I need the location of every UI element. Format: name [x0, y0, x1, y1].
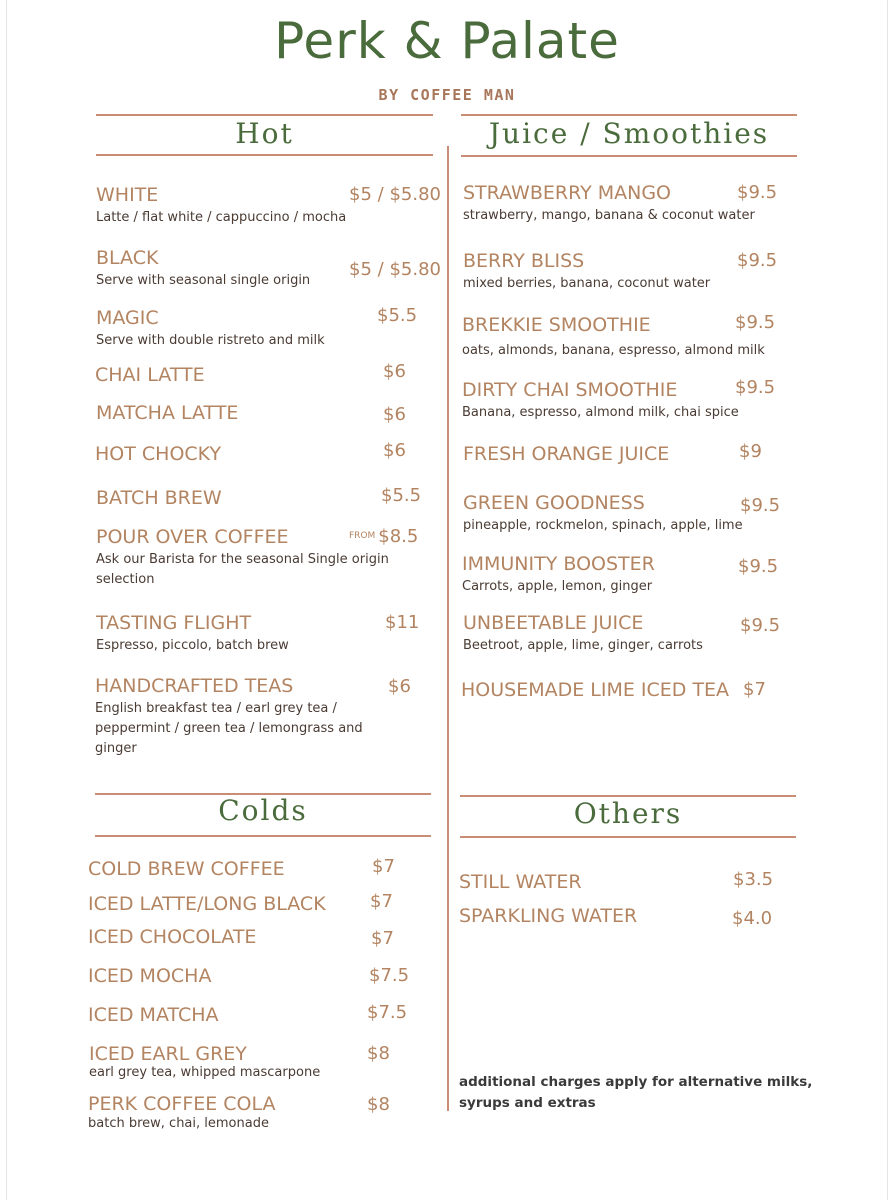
item-desc: earl grey tea, whipped mascarpone	[89, 1065, 321, 1080]
item-name: HOT CHOCKY	[95, 443, 222, 465]
menu-item	[462, 314, 782, 361]
item-name: HANDCRAFTED TEAS	[95, 675, 294, 697]
item-price: $8	[367, 1094, 390, 1115]
item-name: GREEN GOODNESS	[463, 492, 645, 514]
item-price: $9.5	[740, 495, 781, 516]
item-name: WHITE	[96, 184, 159, 206]
divider	[96, 154, 433, 156]
item-price: $9.5	[737, 182, 778, 203]
item-desc: Ask our Barista for the seasonal Single origin selection	[96, 552, 389, 587]
item-name: TASTING FLIGHT	[96, 612, 252, 634]
item-price: $4.0	[732, 908, 773, 929]
item-price: $7	[370, 891, 393, 912]
menu-item	[463, 612, 783, 656]
item-name: MAGIC	[96, 307, 159, 329]
menu-item	[95, 361, 440, 386]
page-subtitle: BY COFFEE MAN	[378, 86, 516, 104]
item-price: $7	[371, 928, 394, 949]
divider	[461, 114, 797, 116]
item-name: BLACK	[96, 247, 159, 269]
menu-item	[96, 184, 441, 228]
menu-item	[96, 402, 441, 424]
item-desc: English breakfast tea / earl grey tea / peppermint / green tea / lemongrass and ginger	[95, 701, 363, 756]
divider	[95, 835, 431, 837]
item-name: ICED CHOCOLATE	[88, 926, 257, 948]
menu-item	[96, 307, 441, 351]
menu-item	[463, 443, 783, 465]
item-name: CHAI LATTE	[95, 364, 205, 386]
menu-item	[462, 553, 782, 597]
menu-item	[88, 926, 428, 948]
item-desc: Serve with double ristreto and milk	[96, 333, 325, 348]
menu-item	[95, 675, 411, 759]
menu-item	[459, 871, 789, 893]
item-desc: Espresso, piccolo, batch brew	[96, 638, 289, 653]
section-title-others: Others	[573, 797, 683, 830]
menu-item	[95, 440, 440, 465]
price-value: $8.5	[378, 526, 419, 547]
item-name: STRAWBERRY MANGO	[463, 182, 671, 204]
menu-item	[88, 1093, 428, 1134]
menu-item	[96, 487, 441, 509]
item-name: UNBEETABLE JUICE	[463, 612, 644, 634]
section-title-colds: Colds	[218, 794, 308, 827]
item-desc: Carrots, apple, lemon, ginger	[462, 579, 653, 594]
divider	[461, 155, 797, 157]
item-price: $5 / $5.80	[349, 259, 441, 280]
section-header-colds	[95, 793, 431, 837]
item-name: PERK COFFEE COLA	[88, 1093, 276, 1115]
item-desc: mixed berries, banana, coconut water	[463, 276, 711, 291]
menu-item	[459, 905, 789, 927]
item-price: $5.5	[381, 485, 422, 506]
extras-note: additional charges apply for alternative milks, syrups and extras	[459, 1074, 813, 1111]
page-title: Perk & Palate	[274, 12, 620, 70]
section-header-others	[460, 795, 796, 839]
section-header-hot	[96, 114, 433, 158]
item-price: $7	[372, 856, 395, 877]
item-price: $3.5	[733, 869, 774, 890]
item-price: $6	[388, 676, 411, 697]
item-name: ICED MATCHA	[88, 1004, 219, 1026]
item-name: SPARKLING WATER	[459, 905, 638, 927]
item-name: MATCHA LATTE	[96, 402, 239, 424]
item-price: $7.5	[367, 1002, 408, 1023]
item-price: $9.5	[735, 312, 776, 333]
item-price: $6	[383, 361, 406, 382]
item-price: $5 / $5.80	[349, 184, 441, 205]
item-price: $5.5	[377, 305, 418, 326]
menu-item	[88, 858, 428, 880]
item-name: IMMUNITY BOOSTER	[462, 553, 655, 575]
menu-item	[463, 250, 783, 294]
item-name: ICED EARL GREY	[89, 1043, 247, 1065]
item-name: FRESH ORANGE JUICE	[463, 443, 670, 465]
item-desc: strawberry, mango, banana & coconut water	[463, 208, 755, 223]
column-divider	[447, 146, 449, 1111]
divider	[96, 114, 433, 116]
item-name: BREKKIE SMOOTHIE	[462, 314, 651, 336]
item-desc: Beetroot, apple, lime, ginger, carrots	[463, 638, 703, 653]
item-name: HOUSEMADE LIME ICED TEA	[461, 679, 730, 701]
item-desc: Latte / flat white / cappuccino / mocha	[96, 210, 347, 225]
item-price: $9.5	[738, 556, 779, 577]
item-name: BATCH BREW	[96, 487, 222, 509]
item-desc: Banana, espresso, almond milk, chai spice	[462, 405, 739, 420]
item-price: $7	[743, 679, 766, 700]
item-name: COLD BREW COFFEE	[88, 858, 285, 880]
menu-item	[88, 893, 428, 915]
item-desc: pineapple, rockmelon, spinach, apple, lime	[463, 518, 743, 533]
divider	[460, 836, 796, 838]
menu-item	[96, 526, 419, 590]
menu-item	[88, 965, 428, 987]
item-price: $6	[383, 440, 406, 461]
menu-item	[88, 1004, 428, 1026]
item-price: $7.5	[369, 965, 410, 986]
menu-item	[461, 679, 791, 701]
menu-item	[89, 1043, 429, 1083]
item-name: ICED LATTE/LONG BLACK	[88, 893, 326, 915]
item-price: $8	[367, 1043, 390, 1064]
item-desc: oats, almonds, banana, espresso, almond milk	[462, 343, 765, 358]
section-header-juice	[461, 114, 797, 158]
item-desc: Serve with seasonal single origin	[96, 273, 311, 288]
item-price: $6	[383, 404, 406, 425]
item-price: $9	[739, 441, 762, 462]
item-name: DIRTY CHAI SMOOTHIE	[462, 379, 678, 401]
menu-item	[462, 379, 782, 423]
menu-page	[6, 0, 888, 1200]
menu-item	[463, 182, 783, 226]
item-name: POUR OVER COFFEE	[96, 526, 289, 548]
item-price	[349, 526, 418, 547]
item-name: ICED MOCHA	[88, 965, 212, 987]
section-title-hot: Hot	[235, 117, 294, 150]
item-price: $11	[385, 612, 420, 633]
section-title-juice: Juice / Smoothies	[488, 117, 770, 150]
item-price: $9.5	[735, 377, 776, 398]
item-name: STILL WATER	[459, 871, 582, 893]
price-prefix: FROM	[349, 531, 376, 541]
menu-item	[96, 612, 441, 656]
item-price: $9.5	[737, 250, 778, 271]
item-price: $9.5	[740, 615, 781, 636]
item-desc: batch brew, chai, lemonade	[88, 1116, 269, 1131]
menu-item	[463, 492, 783, 536]
menu-item	[96, 247, 441, 291]
item-name: BERRY BLISS	[463, 250, 585, 272]
